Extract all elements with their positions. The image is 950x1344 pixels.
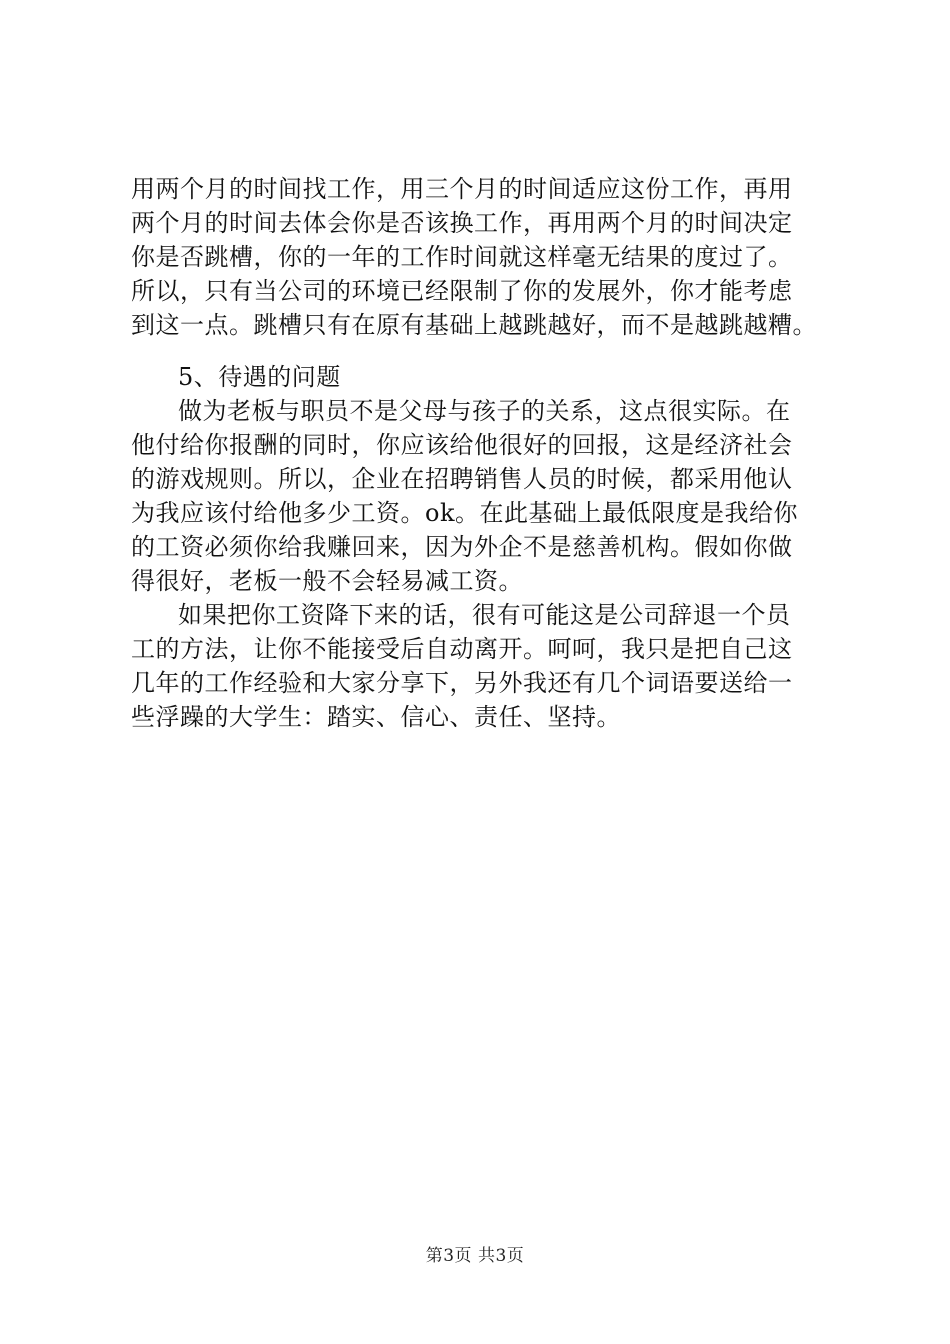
paragraph-line: 他付给你报酬的同时，你应该给他很好的回报，这是经济社会: [131, 431, 793, 459]
paragraph-line: 如果把你工资降下来的话，很有可能这是公司辞退一个员: [178, 601, 791, 629]
section-heading: 5、待遇的问题: [178, 363, 341, 391]
paragraph-line: 的工资必须你给我赚回来，因为外企不是慈善机构。假如你做: [131, 533, 793, 561]
paragraph-line: 所以，只有当公司的环境已经限制了你的发展外，你才能考虑: [131, 277, 793, 305]
paragraph-line: 你是否跳槽，你的一年的工作时间就这样毫无结果的度过了。: [131, 243, 793, 271]
paragraph-line: 到这一点。跳槽只有在原有基础上越跳越好，而不是越跳越糟。: [131, 311, 817, 339]
paragraph-line: 些浮躁的大学生：踏实、信心、责任、坚持。: [131, 703, 621, 731]
paragraph-line: 用两个月的时间找工作，用三个月的时间适应这份工作，再用: [131, 175, 793, 203]
paragraph-line: 工的方法，让你不能接受后自动离开。呵呵，我只是把自己这: [131, 635, 793, 663]
paragraph-line: 得很好，老板一般不会轻易减工资。: [131, 567, 523, 595]
paragraph-line: 的游戏规则。所以，企业在招聘销售人员的时候，都采用他认: [131, 465, 793, 493]
page-number-footer: 第3页 共3页: [425, 1246, 525, 1266]
paragraph-line: 两个月的时间去体会你是否该换工作，再用两个月的时间决定: [131, 209, 793, 237]
paragraph-line: 几年的工作经验和大家分享下，另外我还有几个词语要送给一: [131, 669, 793, 697]
paragraph-line: 做为老板与职员不是父母与孩子的关系，这点很实际。在: [178, 397, 791, 425]
paragraph-line: 为我应该付给他多少工资。ok。在此基础上最低限度是我给你: [131, 499, 798, 527]
